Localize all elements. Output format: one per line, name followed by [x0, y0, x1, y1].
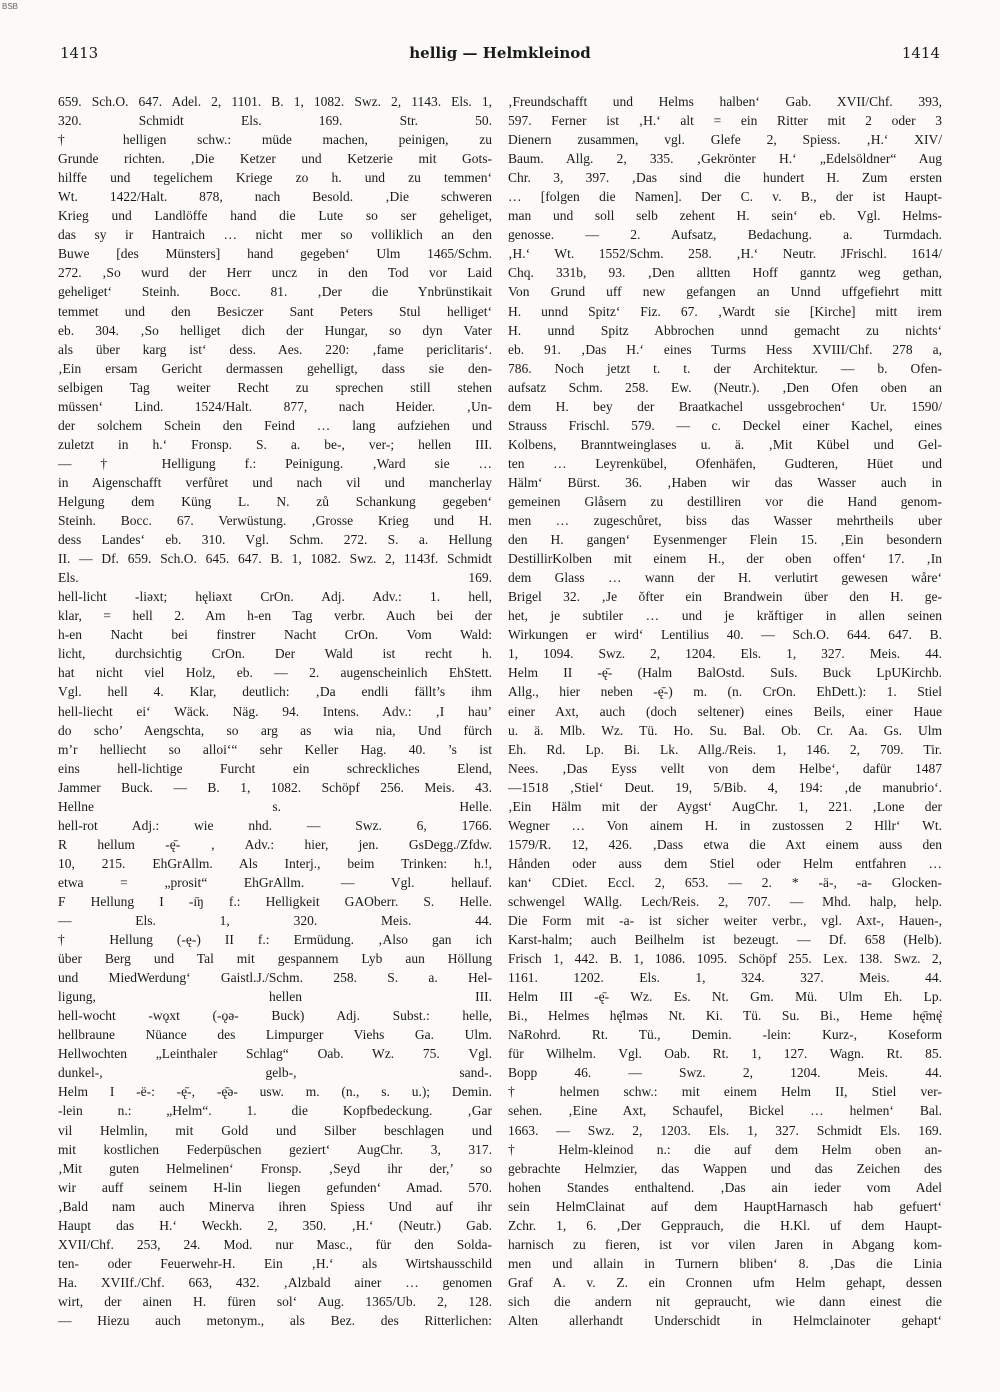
text-line: ‚Bald nam auch Minerva ihren Spiess Und auf ihr	[58, 1198, 492, 1214]
text-line: h-en Nacht bei finstrer Nacht CrOn. Vom Wald:	[58, 627, 492, 643]
text-line: als über karg ist‘ dess. Aes. 220: ‚fame periclitaris‘.	[58, 341, 492, 357]
text-line: selbigen Tag weiter Recht zu sprechen still stehen	[58, 379, 492, 395]
text-line: Helgung dem Küng L. N. zů Schankung gegeben‘	[58, 493, 492, 509]
text-line: man und soll selb zehent H. sein‘ eb. Vgl. Helms-	[508, 208, 942, 224]
text-line: H. unnd Spitz Abbrochen unnd gemacht zu nichts‘	[508, 322, 942, 338]
text-line: genosse. — 2. Aufsatz, Bedachung. a. Turmdach.	[508, 227, 942, 243]
text-line: dess Landes‘ eb. 310. Vgl. Schm. 272. S. a. Hellung	[58, 532, 492, 548]
text-line: wirt, der ainen H. füren sol‘ Aug. 1365/Ub. 2, 128.	[58, 1293, 492, 1309]
text-line: ‚H.‘ Wt. 1552/Schm. 258. ‚H.‘ Neutr. JFrischl. 1614/	[508, 246, 942, 262]
text-line: ligung, hellen III.	[58, 989, 492, 1005]
text-line: hell-wocht -wǫxt (-ǫə- Buck) Adj. Subst.: helle,	[58, 1008, 492, 1024]
text-line: R hellum -ę̄- ‚ Adv.: hier, jen. GsDegg./Zfdw.	[58, 836, 492, 852]
text-line: ‚Ein Hälm mit der Aygst‘ AugChr. 1, 221. ‚Lone der	[508, 798, 942, 814]
text-line: aufsatz Schm. 258. Ew. (Neutr.). ‚Den Ofen oben an	[508, 379, 942, 395]
text-line: eins hell-lichtige Furcht ein schreckliches Elend,	[58, 760, 492, 776]
text-line: F Hellung I -ı̄ŋ f.: Helligkeit GAOberr. S. Helle.	[58, 893, 492, 909]
text-line: ten … Leyrenkübel, Ofenhäfen, Gudteren, Hüet und	[508, 455, 942, 471]
text-line: müssen‘ Lind. 1524/Halt. 877, nach Heider. ‚Un-	[58, 398, 492, 414]
text-line: hohen Standes enthaltend. ‚Das ain ieder vom Adel	[508, 1179, 942, 1195]
text-line: dem H. bey der Braatkachel ussgebrochen‘ Ur. 1590/	[508, 398, 942, 414]
text-line: 659. Sch.O. 647. Adel. 2, 1101. B. 1, 1082. Swz. 2, 1143. Els. 1,	[58, 94, 492, 109]
text-line: Hellne s. Helle.	[58, 798, 492, 814]
text-line: den H. gangen‘ Eysenmenger Flein 15. ‚Ein besondern	[508, 532, 942, 548]
text-line: mit kostlichen Federpüschen geziert‘ AugChr. 3, 317.	[58, 1141, 492, 1157]
text-line: Jammer Buck. — B. 1, 1082. Schöpf 256. Meis. 43.	[58, 779, 492, 795]
text-line: H. unnd Spitz‘ Fiz. 67. ‚Wardt sie [Kirche] mitt irem	[508, 303, 942, 319]
text-line: 320. Schmidt Els. 169. Str. 50.	[58, 113, 492, 129]
text-line: ‚Ein ersam Gericht dermassen gehelligt, dass sie den-	[58, 360, 492, 376]
text-line: sehen. ‚Eine Axt, Schaufel, Bickel … helmen‘ Bal.	[508, 1103, 942, 1119]
text-line: Kolbens, Branntweinglases u. ä. ‚Mit Kübel und Gel-	[508, 436, 942, 452]
text-line: hat nicht viel Holz, eb. — 2. augenscheinlich EhStett.	[58, 665, 492, 681]
text-line: hell-liecht ei‘ Wäck. Näg. 94. Intens. Adv.: ‚I hau’	[58, 703, 492, 719]
text-line: Grunde richten. ‚Die Ketzer und Ketzerie mit Gots-	[58, 151, 492, 167]
text-line: licht, durchsichtig CrOn. Der Wald ist recht h.	[58, 646, 492, 662]
text-line: † helmen schw.: mit einem Helm II, Stiel ver-	[508, 1084, 942, 1100]
text-line: het, je subtiler … und je krăftiger in allen seinen	[508, 608, 942, 624]
text-line: Chq. 331b, 93. ‚Den alltten Hoff ganntz weg gethan,	[508, 265, 942, 281]
text-line: eb. 91. ‚Das H.‘ eines Turms Hess XVIII/Chf. 278 a,	[508, 341, 942, 357]
text-line: hell-licht -liəxt; hęliəxt CrOn. Adj. Adv.: 1. hell,	[58, 589, 492, 605]
dictionary-columns	[58, 92, 942, 1374]
running-title: hellig — Helmkleinod	[409, 44, 591, 62]
text-line: Strauss Frischl. 579. — c. Deckel einer Kachel, eines	[508, 417, 942, 433]
text-line: — Els. 1, 320. Meis. 44.	[58, 913, 492, 929]
text-line: Karst-halm; auch Beilhelm ist bezeugt. — Df. 658 (Helb).	[508, 932, 942, 948]
text-line: † Helm-kleinod n.: die auf dem Helm oben an-	[508, 1141, 942, 1157]
text-line: men und allain in Turnern bliben‘ 8. ‚Das die Linia	[508, 1255, 942, 1271]
text-line: —1518 ‚Stiel‘ Deut. 19, 5/Bib. 4, 194: ‚de manubrio‘.	[508, 779, 942, 795]
text-line: Bopp 46. — Swz. 2, 1204. Meis. 44.	[508, 1065, 942, 1081]
text-line: Nees. ‚Das Eyss vellt von dem Helbe‘, dafür 1487	[508, 760, 942, 776]
text-line: einer Axt, auch (doch seltener) eines Beils, einer Haue	[508, 703, 942, 719]
text-line: Krieg und Landlöffe hand die Lute so ser geheliget,	[58, 208, 492, 224]
text-line: temmet und den Besiczer Sant Peters Stul helliget‘	[58, 303, 492, 319]
text-line: Helm II -ę̄- (Halm BalOstd. SuIs. Buck LpUKirchb.	[508, 665, 942, 681]
text-line: NaRohrd. Rt. Tü., Demin. -lein: Kurz-, Koseform	[508, 1027, 942, 1043]
text-line: 1, 1094. Swz. 2, 1204. Els. 1, 327. Meis. 44.	[508, 646, 942, 662]
text-line: ‚Mit guten Helmelinen‘ Fronsp. ‚Seyd ihr der,’ so	[58, 1160, 492, 1176]
text-line: das sy ir Hantraich … nicht mer so volliklich an den	[58, 227, 492, 243]
left-column	[58, 92, 492, 1374]
text-line: kan‘ CDiet. Eccl. 2, 653. — 2. * -ä-, -a- Glocken-	[508, 874, 942, 890]
text-line: — † Helligung f.: Peinigung. ‚Ward sie …	[58, 455, 492, 471]
text-line: etwa = „prosit“ EhGrAllm. — Vgl. hellauf.	[58, 874, 492, 890]
text-line: in Aigenschafft verfůret und nach vil und mancherlay	[58, 474, 492, 490]
text-line: hell-rot Adj.: wie nhd. — Swz. 6, 1766.	[58, 817, 492, 833]
page-number-right: 1414	[901, 44, 940, 62]
text-line: -lein n.: „Helm“. 1. die Kopfbedeckung. ‚Gar	[58, 1103, 492, 1119]
text-line: Baum. Allg. 2, 335. ‚Gekrönter H.‘ „Edelsöldner“ Aug	[508, 151, 942, 167]
text-line: men … zugeschůret, biss das Wasser mehrtheils uber	[508, 513, 942, 529]
text-line: vil Helmlin, mit Gold und Silber beschlagen und	[58, 1122, 492, 1138]
text-line: gebrachte Helmzier, das Wappen und das Zeichen des	[508, 1160, 942, 1176]
text-line: für Wilhelm. Vgl. Oab. Rt. 1, 127. Wagn. Rt. 85.	[508, 1046, 942, 1062]
text-line: hilffe und tegelichem Kriege zo h. und zu temmen‘	[58, 170, 492, 186]
text-line: 1663. — Swz. 2, 1203. Els. 1, 327. Schmidt Els. 169.	[508, 1122, 942, 1138]
text-line: Alten allerhandt Underschidt in Helmclainoter gehapt‘	[508, 1313, 942, 1328]
text-line: Helm I -ë-: -ę̄-, -ę̄ə- usw. m. (n., s. u.); Demin.	[58, 1084, 492, 1100]
page-header	[60, 44, 940, 74]
text-line: Vgl. hell 4. Klar, deutlich: ‚Da endli fällt’s ihm	[58, 684, 492, 700]
text-line: der solchem Schein den Feind … lang aufziehen und	[58, 417, 492, 433]
text-line: Wirkungen er wird‘ Lentilius 40. — Sch.O. 644. 647. B.	[508, 627, 942, 643]
text-line: geheliget‘ Steinh. Bocc. 81. ‚Der die Ynbrünstikait	[58, 284, 492, 300]
text-line: 786. Noch jetzt t. t. der Architektur. — b. Ofen-	[508, 360, 942, 376]
text-line: schwengel WAllg. Lech/Reis. 2, 707. — Mhd. halp, help.	[508, 893, 942, 909]
text-line: Eh. Rd. Lp. Bi. Lk. Allg./Reis. 1, 146. 2, 709. Tir.	[508, 741, 942, 757]
text-line: † helligen schw.: müde machen, peinigen, zu	[58, 132, 492, 148]
text-line: Dienern zusammen, vgl. Glefe 2, Spiess. ‚H.‘ XIV/	[508, 132, 942, 148]
text-line: zuletzt in h.‘ Fronsp. S. a. be-, ver-; hellen III.	[58, 436, 492, 452]
right-column	[508, 92, 942, 1374]
text-line: m’r helliecht so alloi‘“ sehr Keller Hag. 40. ’s ist	[58, 741, 492, 757]
text-line: ‚Freundschafft und Helms halben‘ Gab. XVII/Chf. 393,	[508, 94, 942, 109]
text-line: sich die andern nit gepraucht, wie dann einest die	[508, 1293, 942, 1309]
text-line: Die Form mit -a- ist sicher weiter verbr., vgl. Axt-, Hauen-,	[508, 913, 942, 929]
text-line: 10, 215. EhGrAllm. Als Interj., beim Trinken: h.!,	[58, 855, 492, 871]
text-line: Steinh. Bocc. 67. Verwüstung. ‚Grosse Krieg und H.	[58, 513, 492, 529]
text-line: Hånden oder auss dem Stiel oder Helm entfahren …	[508, 855, 942, 871]
text-line: II. — Df. 659. Sch.O. 645. 647. B. 1, 1082. Swz. 2, 1143f. Schmidt	[58, 551, 492, 567]
text-line: Chr. 3, 397. ‚Das sind die hundert H. Zum ersten	[508, 170, 942, 186]
text-line: Hellwochten „Leinthaler Schlag“ Oab. Wz. 75. Vgl.	[58, 1046, 492, 1062]
text-line: 272. ‚So wurd der Herr uncz in den Tod vor Laid	[58, 265, 492, 281]
text-line: Helm III -ę̄- Wz. Es. Nt. Gm. Mü. Ulm Eh. Lp.	[508, 989, 942, 1005]
text-line: klar, = hell 2. Am h-en Tag verbr. Auch bei der	[58, 608, 492, 624]
text-line: eb. 304. ‚So helliget dich der Hungar, so dyn Vater	[58, 322, 492, 338]
page-number-left: 1413	[60, 44, 99, 62]
text-line: Wegner … Von ainem H. in zustossen 2 Hllr‘ Wt.	[508, 817, 942, 833]
text-line: Bi., Helmes hę̄lməs Nt. Ki. Tü. Su. Bi., Heme hę̄mę̆	[508, 1008, 942, 1024]
text-line: Allg., hier neben -ę̄-) m. (n. CrOn. EhDett.): 1. Stiel	[508, 684, 942, 700]
text-line: Frisch 1, 442. B. 1, 1086. 1095. Schöpf 255. Lex. 138. Swz. 2,	[508, 951, 942, 967]
text-line: 597. Ferner ist ‚H.‘ alt = ein Ritter mit 2 oder 3	[508, 113, 942, 129]
text-line: harnisch zu fieren, ist vor vilen Jaren in Abgang kom-	[508, 1236, 942, 1252]
text-line: Hälm‘ Bürst. 36. ‚Haben wir das Wasser auch in	[508, 474, 942, 490]
text-line: über Berg und Tal mit gespannem Lyb aun Höllung	[58, 951, 492, 967]
text-line: ten- oder Feuerwehr-H. Ein ‚H.‘ als Wirtshausschild	[58, 1255, 492, 1271]
text-line: Brigel 32. ‚Je ŏfter ein Brandwein über den H. ge-	[508, 589, 942, 605]
library-stamp: BSB	[2, 2, 19, 11]
text-line: u. ä. Mlb. Wz. Tü. Ho. Su. Bal. Ob. Cr. Aa. Gs. Ulm	[508, 722, 942, 738]
text-line: 1579/R. 12, 426. ‚Dass etwa die Axt einem auss den	[508, 836, 942, 852]
text-line: Zchr. 1, 6. ‚Der Gepprauch, die H.Kl. uf dem Haupt-	[508, 1217, 942, 1233]
text-line: Buwe [des Münsters] hand gegeben‘ Ulm 1465/Schm.	[58, 246, 492, 262]
text-line: DestillirKolben mit einem H., der oben offen‘ 17. ‚In	[508, 551, 942, 567]
text-line: XVII/Chf. 253, 24. Mod. nur Masc., für den Solda-	[58, 1236, 492, 1252]
text-line: … [folgen die Namen]. Der C. v. B., der ist Haupt-	[508, 189, 942, 205]
text-line: wir auff seinem H-lin liegen gefunden‘ Amad. 570.	[58, 1179, 492, 1195]
text-line: — Hiezu auch metonym., als Bez. des Ritterlichen:	[58, 1313, 492, 1328]
text-line: gemeinen Glåsern zu destilliren vor die Hand genom-	[508, 493, 942, 509]
text-line: dunkel-, gelb-, sand-.	[58, 1065, 492, 1081]
text-line: Haupt das H.‘ Weckh. 2, 350. ‚H.‘ (Neutr.) Gab.	[58, 1217, 492, 1233]
text-line: sein HelmClainat auf dem HauptHarnasch hab gefuert‘	[508, 1198, 942, 1214]
text-line: do scho’ Aengschta, so arg as wia nia, Und fürch	[58, 722, 492, 738]
text-line: Von Grund uff new gefangen an Unnd uffgefiehrt mitt	[508, 284, 942, 300]
text-line: hellbraune Nüance des Limpurger Viehs Ga. Ulm.	[58, 1027, 492, 1043]
text-line: Els. 169.	[58, 570, 492, 586]
text-line: Graf A. v. Z. ein Cronnen ufm Helm gehapt, dessen	[508, 1274, 942, 1290]
text-line: und MiedWerdung‘ Gaistl.J./Schm. 258. S. a. Hel-	[58, 970, 492, 986]
text-line: † Hellung (-ę-) II f.: Ermüdung. ‚Also gan ich	[58, 932, 492, 948]
text-line: Ha. XVIIf./Chf. 663, 432. ‚Alzbald ainer … genomen	[58, 1274, 492, 1290]
text-line: dem Glass … wann der H. verlutirt gewesen wåre‘	[508, 570, 942, 586]
text-line: Wt. 1422/Halt. 878, nach Besold. ‚Die schweren	[58, 189, 492, 205]
text-line: 1161. 1202. Els. 1, 324. 327. Meis. 44.	[508, 970, 942, 986]
